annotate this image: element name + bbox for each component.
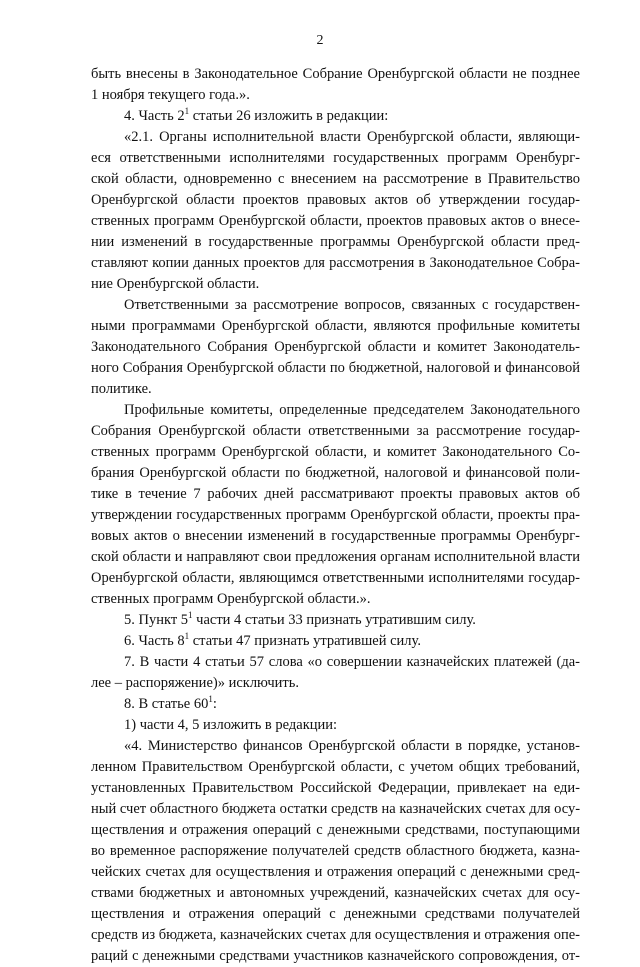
text-segment: ставляют копии данных проектов для рассмотрения в Законодательное Собра- [91, 255, 580, 271]
text-line [91, 736, 580, 757]
text-line [91, 883, 580, 904]
text-segment: Собрания Оренбургской области ответственными за рассмотрение государ- [91, 423, 580, 439]
text-line [91, 694, 580, 715]
superscript: 1 [208, 694, 213, 704]
text-segment: ние Оренбургской области. [91, 276, 260, 292]
text-line [91, 652, 580, 673]
text-segment: ственных программ Оренбургской области, проектов правовых актов о внесе- [91, 213, 580, 229]
text-line [91, 337, 580, 358]
text-line [91, 862, 580, 883]
text-line [91, 799, 580, 820]
text-segment: части 4 статьи 33 признать утратившим силу. [192, 612, 476, 628]
text-line [91, 316, 580, 337]
text-segment: статьи 26 изложить в редакции: [189, 108, 389, 124]
text-line [91, 925, 580, 946]
text-segment: «4. Министерство финансов Оренбургской области в порядке, установ- [124, 738, 580, 754]
text-segment: средств из бюджета, казначейских счетах для осуществления и отражения опе- [91, 927, 580, 943]
text-segment: ской области, одновременно с внесением на рассмотрение в Правительство [91, 171, 580, 187]
text-line [91, 442, 580, 463]
text-line [91, 904, 580, 925]
text-line [91, 778, 580, 799]
text-line [91, 127, 580, 148]
text-segment: ществления и отражения операций с денежными средствами, поступающими [91, 822, 580, 838]
text-line [91, 169, 580, 190]
text-segment: 7. В части 4 статьи 57 слова «о совершении казначейских платежей (да- [124, 654, 580, 670]
superscript: 1 [188, 610, 193, 620]
text-segment: 6. Часть 8 [124, 633, 185, 649]
text-line [91, 253, 580, 274]
text-segment: ской области и направляют свои предложения органам исполнительной власти [91, 549, 580, 565]
text-line [91, 379, 580, 400]
text-segment: ного Собрания Оренбургской области по бюджетной, налоговой и финансовой [91, 360, 580, 376]
text-line [91, 400, 580, 421]
text-line [91, 568, 580, 589]
text-segment: Ответственными за рассмотрение вопросов, связанных с государствен- [124, 297, 580, 313]
text-line [91, 148, 580, 169]
text-segment: ными программами Оренбургской области, являются профильные комитеты [91, 318, 580, 334]
text-line [91, 295, 580, 316]
text-line [91, 505, 580, 526]
document-body [91, 64, 580, 967]
text-segment: еся ответственными исполнителями государственных программ Оренбург- [91, 150, 580, 166]
text-line [91, 631, 580, 652]
text-line [91, 358, 580, 379]
text-segment: Оренбургской области проектов правовых актов об утверждении государ- [91, 192, 580, 208]
text-line [91, 715, 580, 736]
text-line [91, 232, 580, 253]
text-segment: вовых актов о внесении изменений в государственные программы Оренбург- [91, 528, 580, 544]
text-segment: Профильные комитеты, определенные председателем Законодательного [124, 402, 580, 418]
text-segment: ствами бюджетных и автономных учреждений, казначейских счетах для осу- [91, 885, 580, 901]
text-segment: Оренбургской области, являющимся ответственными исполнителями государ- [91, 570, 580, 586]
text-line [91, 190, 580, 211]
text-line [91, 946, 580, 967]
text-segment: утверждении государственных программ Оренбургской области, проекты пра- [91, 507, 580, 523]
superscript: 1 [184, 106, 190, 116]
text-segment: тике в течение 7 рабочих дней рассматривают проекты правовых актов об [91, 486, 580, 502]
text-segment: «2.1. Органы исполнительной власти Оренбургской области, являющи- [124, 129, 580, 145]
text-segment: во временное распоряжение получателей средств областного бюджета, казна- [91, 843, 580, 859]
text-segment: статьи 47 признать утратившей силу. [189, 633, 421, 649]
text-line [91, 85, 580, 106]
superscript: 1 [184, 631, 190, 641]
text-segment: 1) части 4, 5 изложить в редакции: [124, 717, 338, 733]
text-segment: : [212, 696, 217, 712]
text-segment: нии изменений в государственные программы Оренбургской области пред- [91, 234, 580, 250]
text-line [91, 757, 580, 778]
text-segment: 4. Часть 2 [124, 108, 185, 124]
text-segment: установленных Правительством Российской Федерации, привлекает на еди- [91, 780, 580, 796]
text-segment: ленном Правительством Оренбургской области, с учетом общих требований, [91, 759, 580, 775]
text-line [91, 484, 580, 505]
text-line [91, 841, 580, 862]
text-segment: политике. [91, 381, 152, 397]
text-segment: ществления и отражения операций с денежными средствами получателей [91, 906, 580, 922]
text-line [91, 274, 580, 295]
text-line [91, 589, 580, 610]
text-segment: быть внесены в Законодательное Собрание Оренбургской области не позднее [91, 66, 580, 82]
text-segment: лее – распоряжение)» исключить. [91, 675, 299, 691]
text-line [91, 64, 580, 85]
text-segment: ственных программ Оренбургской области.». [91, 591, 371, 607]
text-line [91, 820, 580, 841]
text-line [91, 211, 580, 232]
text-line [91, 106, 580, 127]
text-segment: ственных программ Оренбургской области, и комитет Законодательного Со- [91, 444, 580, 460]
text-segment: брания Оренбургской области по бюджетной, налоговой и финансовой поли- [91, 465, 580, 481]
text-segment: 1 ноября текущего года.». [91, 87, 250, 103]
text-line [91, 526, 580, 547]
text-segment: ный счет областного бюджета остатки средств на казначейских счетах для осу- [91, 801, 580, 817]
text-segment: 5. Пункт 5 [124, 612, 189, 628]
text-segment: чейских счетах для осуществления и отражения операций с денежными сред- [91, 864, 580, 880]
text-line [91, 673, 580, 694]
text-segment: раций с денежными средствами участников казначейского сопровождения, от- [91, 948, 580, 964]
text-segment: 8. В статье 60 [124, 696, 209, 712]
text-line [91, 610, 580, 631]
text-line [91, 421, 580, 442]
text-line [91, 547, 580, 568]
text-segment: Законодательного Собрания Оренбургской области и комитет Законодатель- [91, 339, 580, 355]
text-line [91, 463, 580, 484]
page-number: 2 [316, 33, 324, 48]
